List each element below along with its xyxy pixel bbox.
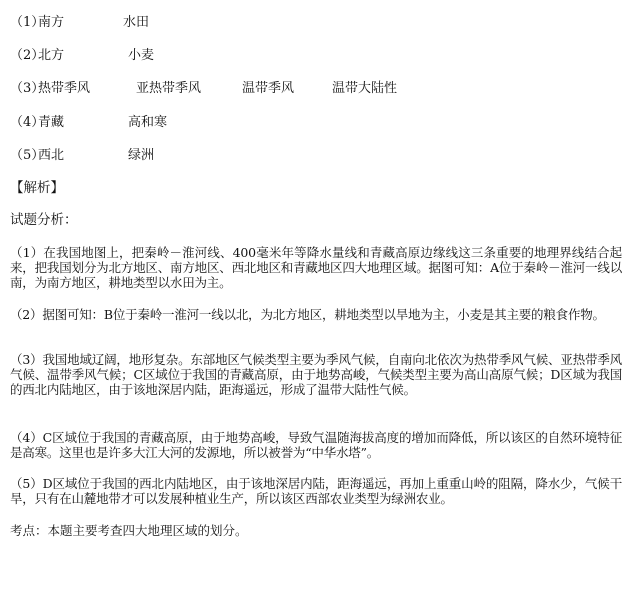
answer-word: 北方 — [38, 48, 65, 63]
answer-word: 高和寒 — [128, 115, 168, 130]
analysis-subheading: 试题分析： — [10, 212, 78, 228]
analysis-heading: 【解析】 — [10, 180, 64, 196]
answer-word: 南方 — [38, 15, 65, 30]
answer-word: 绿洲 — [128, 148, 155, 163]
analysis-paragraph-3: （3）我国地域辽阔，地形复杂。东部地区气候类型主要为季风气候，自南向北依次为热带季风气候、亚热带季风气候、温带季风气候；C区域位于我国的青藏高原，由于地势高峻，气候类型主要为高山高原气候；D区域为我国的西北内陆地区，由于该地深居内陆，距海遥远，形成了温带大陆性气候。 — [10, 352, 622, 397]
answer-word: 水田 — [123, 15, 150, 30]
answer-number: （4） — [10, 115, 45, 130]
analysis-paragraph-1: （1）在我国地图上，把秦岭－淮河线、400毫米年等降水量线和青藏高原边缘线这三条重要的地理界线结合起来，把我国划分为北方地区、南方地区、西北地区和青藏地区四大地理区域。据图可知：A位于秦岭－淮河一线以南，为南方地区，耕地类型以水田为主。 — [10, 245, 622, 290]
analysis-paragraph-5: （5）D区域位于我国的西北内陆地区，由于该地深居内陆，距海遥远，再加上重重山岭的阻隔，降水少，气候干旱，只有在山麓地带才可以发展种植业生产，所以该区西部农业类型为绿洲农业。 — [10, 476, 622, 506]
answer-number: （1） — [10, 15, 45, 30]
answer-word: 亚热带季风 — [136, 81, 202, 96]
answer-word: 温带季风 — [242, 81, 295, 96]
answer-word: 温带大陆性 — [332, 81, 398, 96]
answer-word: 青藏 — [38, 115, 65, 130]
answer-word: 小麦 — [128, 48, 155, 63]
answer-word: 热带季风 — [38, 81, 91, 96]
answer-word: 西北 — [38, 148, 65, 163]
answer-number: （3） — [10, 81, 45, 96]
answer-number: （5） — [10, 148, 45, 163]
key-point: 考点：本题主要考查四大地理区域的划分。 — [10, 523, 248, 538]
analysis-paragraph-2: （2）据图可知：B位于秦岭一淮河一线以北，为北方地区，耕地类型以旱地为主，小麦是其主要的粮食作物。 — [10, 307, 605, 322]
answer-number: （2） — [10, 48, 45, 63]
analysis-paragraph-4: （4）C区域位于我国的青藏高原，由于地势高峻，导致气温随海拔高度的增加而降低，所以该区的自然环境特征是高寒。这里也是许多大江大河的发源地，所以被誉为“中华水塔”。 — [10, 430, 622, 460]
